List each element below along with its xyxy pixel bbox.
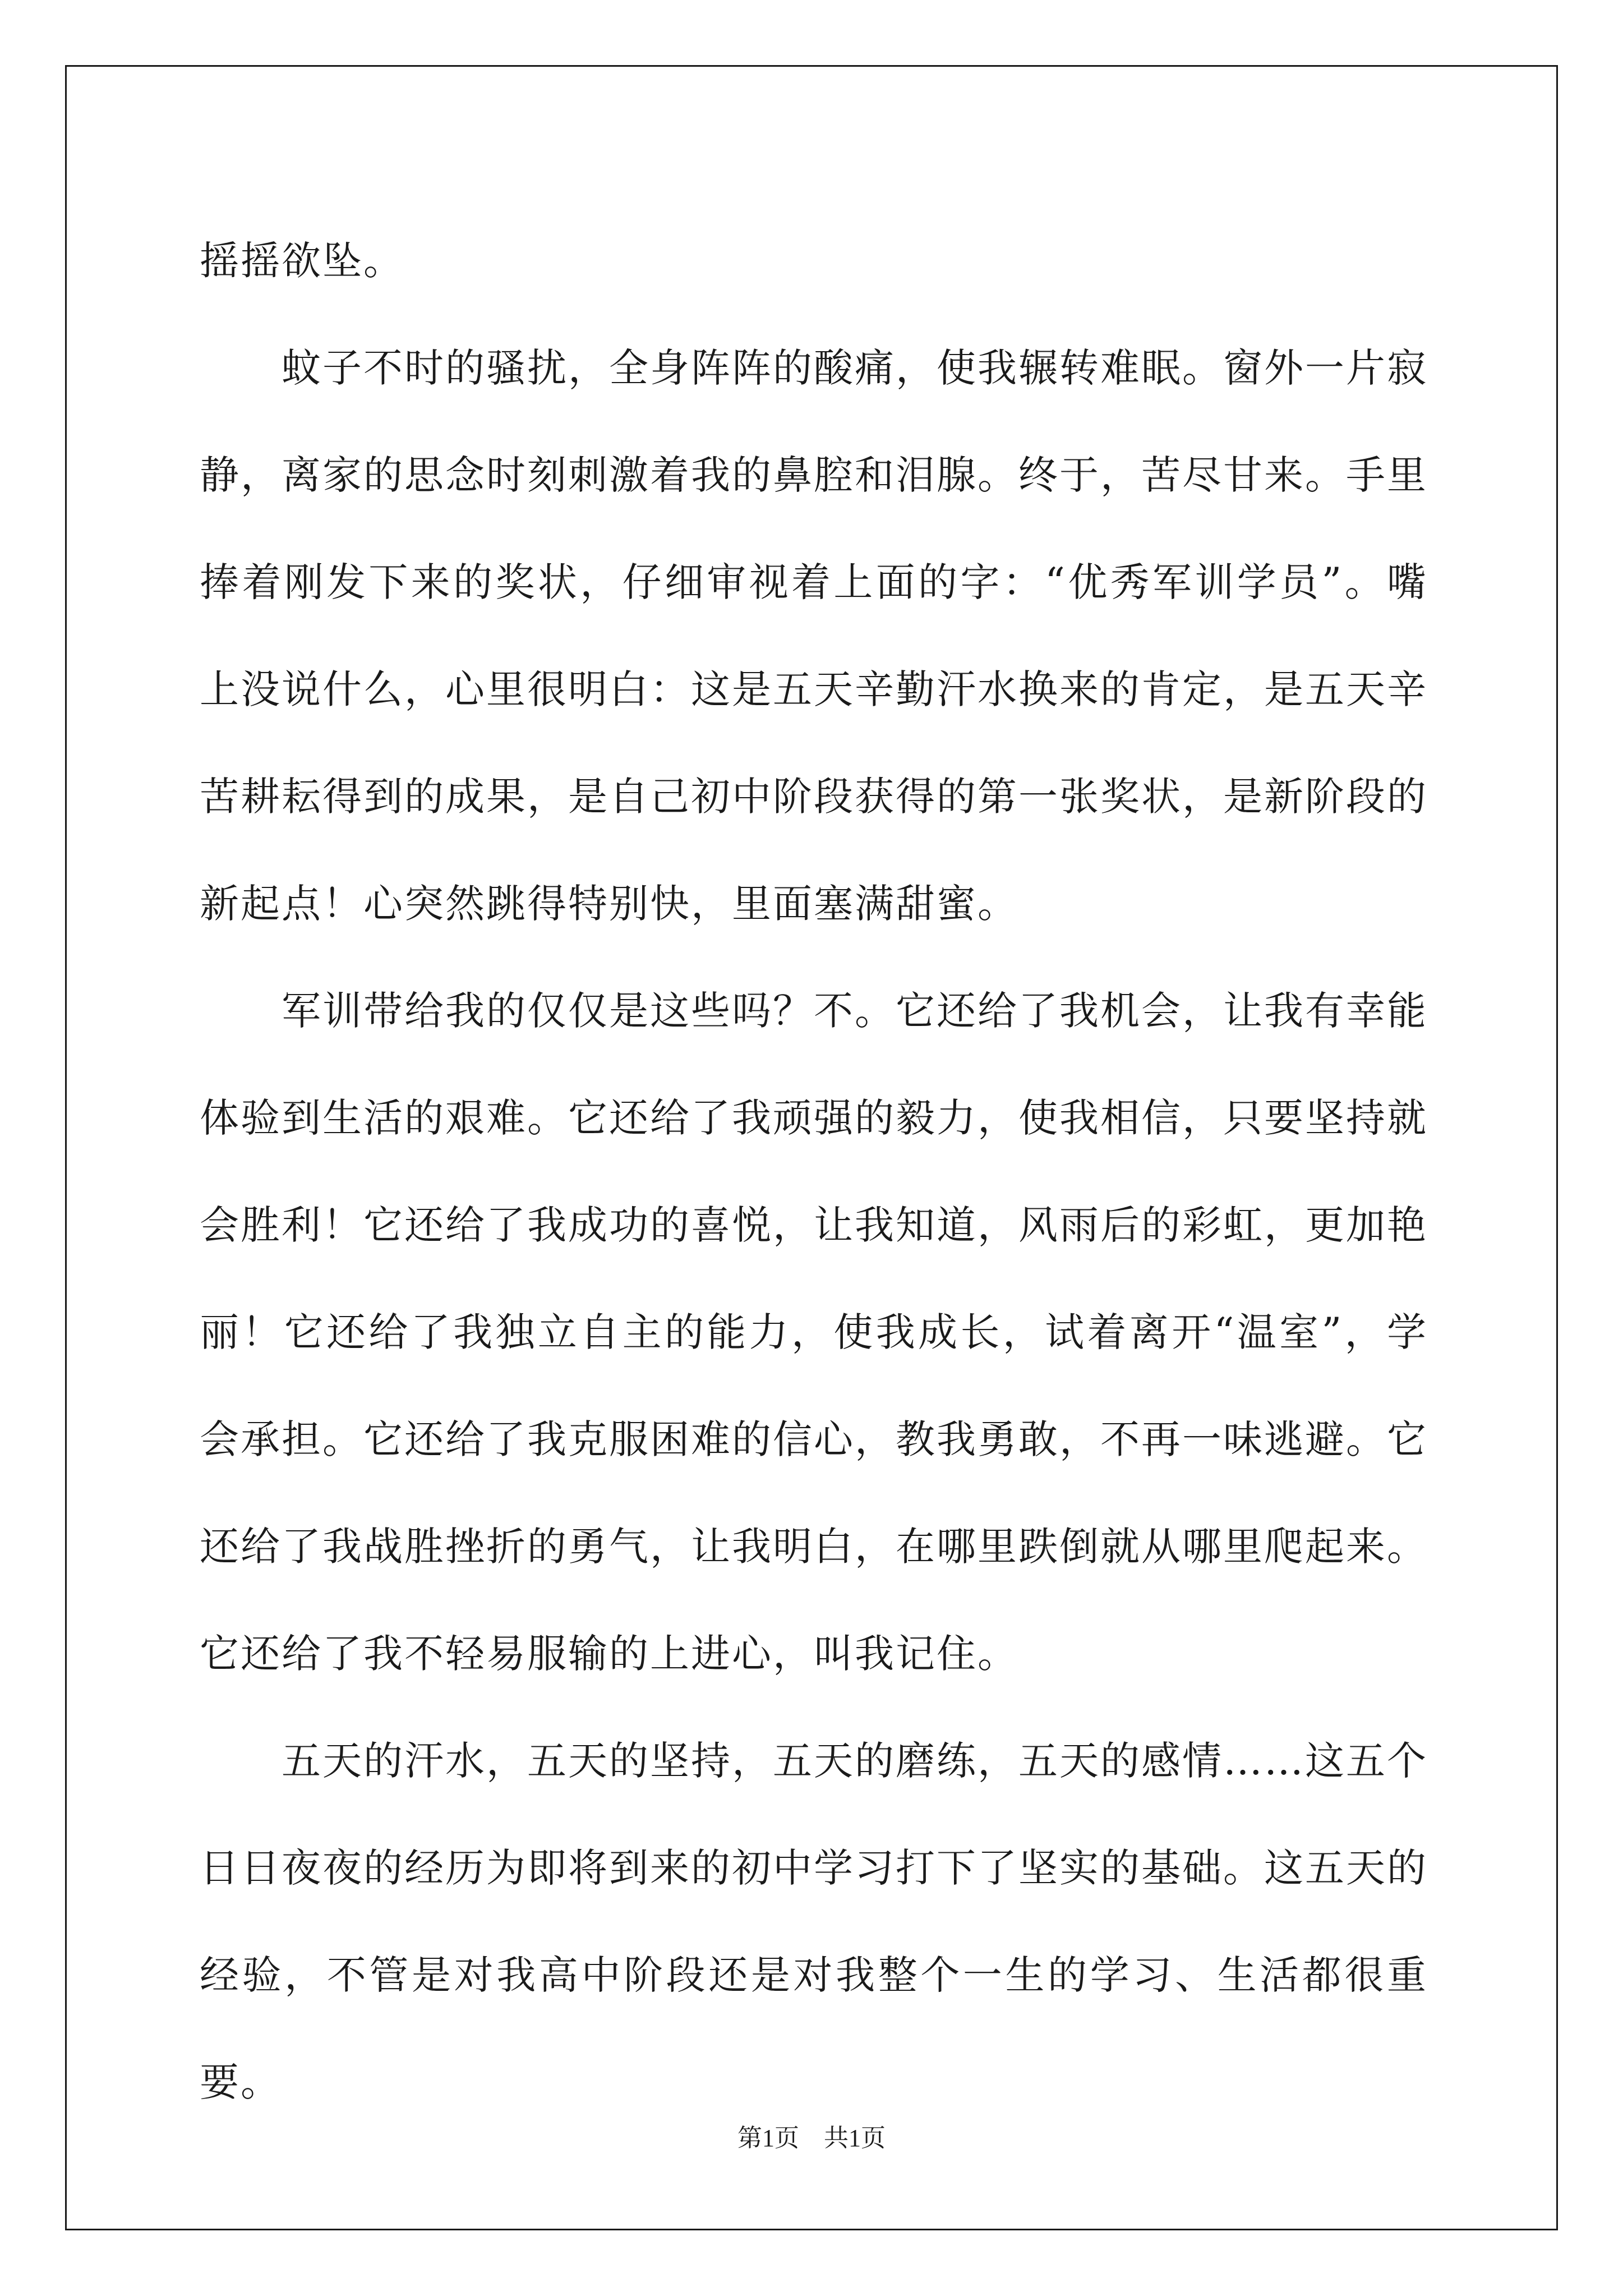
page-number: 第1页 (737, 2124, 799, 2152)
paragraph-1: 摇摇欲坠。 (200, 238, 404, 284)
paragraph-4: 五天的汗水，五天的坚持，五天的磨练，五天的感情……这五个日日夜夜的经历为即将到来的初中学习打下了坚实的基础。这五天的经验，不管是对我高中阶段还是对我整个一生的学习、生活都很重要。 (200, 1738, 1428, 2105)
paragraph-2: 蚊子不时的骚扰，全身阵阵的酸痛，使我辗转难眠。窗外一片寂静，离家的思念时刻刺激着我的鼻腔和泪腺。终于，苦尽甘来。手里捧着刚发下来的奖状，仔细审视着上面的字：“优秀军训学员”。嘴上没说什么，心里很明白：这是五天辛勤汗水换来的肯定，是五天辛苦耕耘得到的成果，是自己初中阶段获得的第一张奖状，是新阶段的新起点！心突然跳得特别快，里面塞满甜蜜。 (200, 345, 1428, 927)
document-body (200, 208, 1428, 2136)
page-footer (0, 2118, 1623, 2154)
paragraph-3: 军训带给我的仅仅是这些吗？不。它还给了我机会，让我有幸能体验到生活的艰难。它还给了我顽强的毅力，使我相信，只要坚持就会胜利！它还给了我成功的喜悦，让我知道，风雨后的彩虹，更加艳丽！它还给了我独立自主的能力，使我成长，试着离开“温室”，学会承担。它还给了我克服困难的信心，教我勇敢，不再一味逃避。它还给了我战胜挫折的勇气，让我明白，在哪里跌倒就从哪里爬起来。它还给了我不轻易服输的上进心，叫我记住。 (200, 988, 1428, 1677)
page-total: 共1页 (824, 2124, 886, 2152)
